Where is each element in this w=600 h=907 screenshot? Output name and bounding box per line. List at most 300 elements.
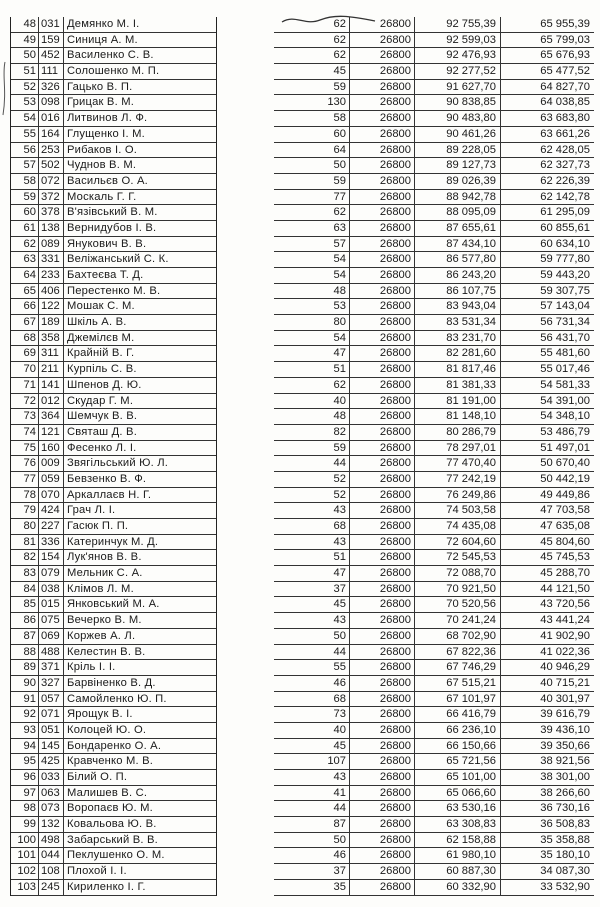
table-row [11, 299, 216, 315]
table-row [274, 503, 594, 519]
net-amount-cell: 61 295,09 [540, 206, 590, 219]
person-name: Келестин В. В. [67, 645, 146, 658]
table-row [274, 315, 594, 331]
row-code: 211 [39, 362, 64, 377]
count-cell: 54 [274, 252, 350, 267]
row-number: 92 [11, 707, 39, 722]
table-row [11, 127, 216, 143]
count-cell: 45 [274, 64, 350, 79]
row-number: 94 [11, 739, 39, 754]
total-amount-cell: 60 332,90 [415, 880, 501, 895]
table-row [274, 362, 594, 378]
row-number: 74 [11, 425, 39, 440]
table-row [274, 237, 594, 253]
row-code: 253 [39, 143, 64, 158]
total-amount-cell: 61 980,10 [415, 848, 501, 863]
table-row [11, 221, 216, 237]
base-amount-cell: 26800 [350, 817, 415, 832]
row-code: 012 [39, 394, 64, 409]
person-name: Демянко М. І. [67, 18, 140, 30]
table-row [274, 817, 594, 833]
base-amount-cell: 26800 [350, 519, 415, 534]
person-name: Шкіль А. В. [67, 316, 127, 329]
net-amount-cell: 45 288,70 [540, 567, 590, 580]
count-cell: 47 [274, 346, 350, 361]
table-row [11, 801, 216, 817]
table-row [274, 127, 594, 143]
total-amount-cell: 89 026,39 [415, 174, 501, 189]
total-amount-cell: 80 286,79 [415, 425, 501, 440]
count-cell: 37 [274, 864, 350, 879]
table-row [274, 174, 594, 190]
base-amount-cell: 26800 [350, 143, 415, 158]
total-amount-cell: 86 243,20 [415, 268, 501, 283]
total-amount-cell: 88 095,09 [415, 205, 501, 220]
row-number: 62 [11, 237, 39, 252]
count-cell: 59 [274, 80, 350, 95]
total-amount-cell: 63 308,83 [415, 817, 501, 832]
table-row [274, 441, 594, 457]
row-code: 070 [39, 488, 64, 503]
base-amount-cell: 26800 [350, 739, 415, 754]
count-cell: 58 [274, 111, 350, 126]
net-amount-cell: 49 449,86 [540, 488, 590, 501]
row-code: 033 [39, 770, 64, 785]
person-name: Васильєв О. А. [67, 174, 148, 187]
row-number: 98 [11, 801, 39, 816]
table-row [11, 111, 216, 127]
count-cell: 43 [274, 613, 350, 628]
count-cell: 59 [274, 174, 350, 189]
row-code: 364 [39, 409, 64, 424]
base-amount-cell: 26800 [350, 848, 415, 863]
person-name: Білий О. П. [67, 771, 128, 783]
base-amount-cell: 26800 [350, 362, 415, 377]
row-number: 72 [11, 394, 39, 409]
total-amount-cell: 76 249,86 [415, 488, 501, 503]
count-cell: 40 [274, 723, 350, 738]
table-row [274, 80, 594, 96]
person-name: Воропаєв Ю. М. [67, 802, 153, 815]
table-row [11, 190, 216, 206]
table-row [11, 566, 216, 582]
row-code: 164 [39, 127, 64, 142]
table-row [274, 848, 594, 864]
row-number: 82 [11, 550, 39, 565]
table-row [11, 143, 216, 159]
count-cell: 57 [274, 237, 350, 252]
base-amount-cell: 26800 [350, 660, 415, 675]
table-row [274, 550, 594, 566]
total-amount-cell: 67 101,97 [415, 692, 501, 707]
row-code: 227 [39, 519, 64, 534]
table-row [11, 503, 216, 519]
person-name: Коржев А. Л. [67, 629, 136, 642]
base-amount-cell: 26800 [350, 346, 415, 361]
table-row [11, 205, 216, 221]
net-amount-cell: 45 804,60 [540, 535, 590, 548]
row-code: 016 [39, 111, 64, 126]
base-amount-cell: 26800 [350, 80, 415, 95]
total-amount-cell: 70 520,56 [415, 597, 501, 612]
person-name: Ковальова Ю. В. [67, 818, 157, 831]
row-code: 072 [39, 174, 64, 189]
person-name: Солошенко М. П. [67, 65, 160, 78]
row-number: 69 [11, 346, 39, 361]
count-cell: 107 [274, 754, 350, 769]
person-name: Колоцей Ю. О. [67, 723, 147, 736]
row-code: 044 [39, 848, 64, 863]
row-code: 159 [39, 33, 64, 48]
row-number: 70 [11, 362, 39, 377]
table-row [274, 535, 594, 551]
base-amount-cell: 26800 [350, 629, 415, 644]
table-row [11, 488, 216, 504]
net-amount-cell: 59 307,75 [540, 284, 590, 297]
net-amount-cell: 35 180,10 [540, 849, 590, 862]
base-amount-cell: 26800 [350, 299, 415, 314]
table-row [11, 754, 216, 770]
net-amount-cell: 40 946,29 [540, 661, 590, 674]
total-amount-cell: 65 101,00 [415, 770, 501, 785]
table-row [274, 597, 594, 613]
base-amount-cell: 26800 [350, 127, 415, 142]
table-row [11, 48, 216, 64]
count-cell: 52 [274, 488, 350, 503]
table-row [274, 64, 594, 80]
net-amount-cell: 54 348,10 [540, 410, 590, 423]
total-amount-cell: 87 655,61 [415, 221, 501, 236]
row-code: 089 [39, 237, 64, 252]
count-cell: 50 [274, 833, 350, 848]
row-number: 76 [11, 456, 39, 471]
person-name: Катеринчук М. Д. [67, 535, 159, 548]
base-amount-cell: 26800 [350, 394, 415, 409]
count-cell: 130 [274, 95, 350, 110]
total-amount-cell: 91 627,70 [415, 80, 501, 95]
person-name: Скудар Г. М. [67, 394, 134, 407]
person-name: Кириленко І. Г. [67, 880, 146, 893]
person-name: Курпіль С. В. [67, 363, 137, 376]
total-amount-cell: 89 127,73 [415, 158, 501, 173]
row-code: 425 [39, 754, 64, 769]
row-code: 031 [39, 17, 64, 32]
total-amount-cell: 90 461,26 [415, 127, 501, 142]
row-code: 358 [39, 331, 64, 346]
table-row [274, 754, 594, 770]
net-amount-cell: 56 431,70 [540, 331, 590, 344]
row-number: 66 [11, 299, 39, 314]
total-amount-cell: 62 158,88 [415, 833, 501, 848]
row-number: 48 [11, 17, 39, 32]
table-row [11, 252, 216, 268]
base-amount-cell: 26800 [350, 582, 415, 597]
person-name: Шемчук В. В. [67, 410, 138, 423]
net-amount-cell: 51 497,01 [540, 441, 590, 454]
row-number: 78 [11, 488, 39, 503]
row-code: 069 [39, 629, 64, 644]
row-code: 424 [39, 503, 64, 518]
row-number: 55 [11, 127, 39, 142]
count-cell: 54 [274, 331, 350, 346]
row-number: 103 [11, 880, 39, 895]
total-amount-cell: 66 236,10 [415, 723, 501, 738]
row-code: 075 [39, 613, 64, 628]
row-number: 102 [11, 864, 39, 879]
row-number: 96 [11, 770, 39, 785]
net-amount-cell: 64 827,70 [540, 80, 590, 93]
base-amount-cell: 26800 [350, 786, 415, 801]
row-number: 65 [11, 284, 39, 299]
table-row [274, 33, 594, 49]
table-row [274, 409, 594, 425]
person-name: Забарський В. В. [67, 833, 158, 846]
row-code: 009 [39, 456, 64, 471]
row-number: 93 [11, 723, 39, 738]
count-cell: 80 [274, 315, 350, 330]
table-row [11, 613, 216, 629]
base-amount-cell: 26800 [350, 535, 415, 550]
table-row [274, 692, 594, 708]
row-number: 81 [11, 535, 39, 550]
row-code: 372 [39, 190, 64, 205]
net-amount-cell: 60 855,61 [540, 221, 590, 234]
total-amount-cell: 66 416,79 [415, 707, 501, 722]
base-amount-cell: 26800 [350, 205, 415, 220]
row-code: 122 [39, 299, 64, 314]
net-amount-cell: 39 350,66 [540, 739, 590, 752]
total-amount-cell: 92 277,52 [415, 64, 501, 79]
net-amount-cell: 57 143,04 [540, 300, 590, 313]
count-cell: 50 [274, 158, 350, 173]
total-amount-cell: 67 822,36 [415, 645, 501, 660]
row-number: 80 [11, 519, 39, 534]
table-row [274, 739, 594, 755]
net-amount-cell: 50 670,40 [540, 457, 590, 470]
table-row [274, 221, 594, 237]
net-amount-cell: 62 428,05 [540, 143, 590, 156]
row-number: 99 [11, 817, 39, 832]
net-amount-cell: 63 683,80 [540, 112, 590, 125]
total-amount-cell: 66 150,66 [415, 739, 501, 754]
net-amount-cell: 63 661,26 [540, 127, 590, 140]
net-amount-cell: 59 443,20 [540, 269, 590, 281]
person-name: Василенко С. В. [67, 49, 154, 62]
table-row [274, 676, 594, 692]
person-name: Янковський М. А. [67, 598, 160, 611]
base-amount-cell: 26800 [350, 456, 415, 471]
count-cell: 47 [274, 566, 350, 581]
net-amount-cell: 43 720,56 [540, 598, 590, 611]
row-number: 90 [11, 676, 39, 691]
table-row [274, 645, 594, 661]
count-cell: 77 [274, 190, 350, 205]
count-cell: 53 [274, 299, 350, 314]
total-amount-cell: 74 503,58 [415, 503, 501, 518]
count-cell: 62 [274, 48, 350, 63]
total-amount-cell: 65 066,60 [415, 786, 501, 801]
total-amount-cell: 81 817,46 [415, 362, 501, 377]
count-cell: 48 [274, 409, 350, 424]
table-row [274, 17, 594, 33]
row-code: 132 [39, 817, 64, 832]
table-row [274, 786, 594, 802]
base-amount-cell: 26800 [350, 613, 415, 628]
table-row [11, 597, 216, 613]
count-cell: 63 [274, 221, 350, 236]
net-amount-cell: 38 266,60 [540, 786, 590, 799]
row-number: 101 [11, 848, 39, 863]
table-row [11, 535, 216, 551]
table-row [11, 331, 216, 347]
table-row [11, 707, 216, 723]
row-code: 160 [39, 441, 64, 456]
net-amount-cell: 55 017,46 [540, 363, 590, 376]
total-amount-cell: 83 943,04 [415, 299, 501, 314]
count-cell: 43 [274, 770, 350, 785]
table-row [274, 488, 594, 504]
net-amount-cell: 39 616,79 [540, 708, 590, 721]
base-amount-cell: 26800 [350, 95, 415, 110]
table-row [11, 786, 216, 802]
count-cell: 62 [274, 17, 350, 32]
person-name: Кріль І. І. [67, 661, 116, 674]
row-number: 75 [11, 441, 39, 456]
table-row [274, 629, 594, 645]
base-amount-cell: 26800 [350, 864, 415, 879]
base-amount-cell: 26800 [350, 378, 415, 393]
total-amount-cell: 67 746,29 [415, 660, 501, 675]
net-amount-cell: 33 532,90 [540, 880, 590, 893]
total-amount-cell: 72 088,70 [415, 566, 501, 581]
table-row [274, 472, 594, 488]
row-number: 84 [11, 582, 39, 597]
base-amount-cell: 26800 [350, 645, 415, 660]
person-name: Глущенко І. М. [67, 127, 145, 140]
base-amount-cell: 26800 [350, 503, 415, 518]
row-code: 245 [39, 880, 64, 895]
base-amount-cell: 26800 [350, 488, 415, 503]
row-code: 121 [39, 425, 64, 440]
amounts-table [274, 17, 594, 896]
total-amount-cell: 89 228,05 [415, 143, 501, 158]
person-name: Плохой І. І. [67, 865, 127, 878]
count-cell: 68 [274, 519, 350, 534]
net-amount-cell: 64 038,85 [540, 96, 590, 109]
person-name: Синиця А. М. [67, 33, 138, 46]
row-number: 58 [11, 174, 39, 189]
total-amount-cell: 60 887,30 [415, 864, 501, 879]
person-name: Барвіненко В. Д. [67, 676, 156, 689]
net-amount-cell: 54 581,33 [540, 378, 590, 391]
net-amount-cell: 35 358,88 [540, 833, 590, 846]
table-row [11, 174, 216, 190]
total-amount-cell: 83 231,70 [415, 331, 501, 346]
base-amount-cell: 26800 [350, 566, 415, 581]
names-table [10, 17, 217, 896]
net-amount-cell: 45 745,53 [540, 551, 590, 564]
row-code: 138 [39, 221, 64, 236]
count-cell: 55 [274, 660, 350, 675]
row-number: 53 [11, 95, 39, 110]
base-amount-cell: 26800 [350, 770, 415, 785]
table-row [274, 864, 594, 880]
net-amount-cell: 40 301,97 [540, 692, 590, 705]
count-cell: 43 [274, 535, 350, 550]
row-code: 145 [39, 739, 64, 754]
net-amount-cell: 56 731,34 [540, 316, 590, 329]
table-row [274, 190, 594, 206]
count-cell: 62 [274, 33, 350, 48]
table-row [11, 550, 216, 566]
row-number: 61 [11, 221, 39, 236]
row-code: 326 [39, 80, 64, 95]
person-name: Кравченко М. В. [67, 755, 154, 768]
net-amount-cell: 60 634,10 [540, 237, 590, 250]
count-cell: 44 [274, 645, 350, 660]
base-amount-cell: 26800 [350, 801, 415, 816]
count-cell: 46 [274, 848, 350, 863]
person-name: Шпенов Д. Ю. [67, 378, 142, 391]
total-amount-cell: 70 241,24 [415, 613, 501, 628]
row-number: 73 [11, 409, 39, 424]
row-code: 331 [39, 252, 64, 267]
person-name: Малишев В. С. [67, 786, 148, 799]
person-name: Бахтеєва Т. Д. [67, 269, 144, 281]
count-cell: 73 [274, 707, 350, 722]
net-amount-cell: 38 301,00 [540, 771, 590, 783]
table-row [11, 33, 216, 49]
base-amount-cell: 26800 [350, 17, 415, 32]
total-amount-cell: 82 281,60 [415, 346, 501, 361]
base-amount-cell: 26800 [350, 880, 415, 895]
total-amount-cell: 67 515,21 [415, 676, 501, 691]
table-row [11, 362, 216, 378]
person-name: Мошак С. М. [67, 300, 135, 313]
table-row [11, 315, 216, 331]
table-row [274, 707, 594, 723]
total-amount-cell: 92 599,03 [415, 33, 501, 48]
table-row [11, 692, 216, 708]
person-name: Гацько В. П. [67, 80, 133, 93]
count-cell: 37 [274, 582, 350, 597]
base-amount-cell: 26800 [350, 550, 415, 565]
table-row [11, 409, 216, 425]
table-row [274, 770, 594, 786]
table-row [274, 95, 594, 111]
count-cell: 35 [274, 880, 350, 895]
table-row [11, 237, 216, 253]
row-code: 488 [39, 645, 64, 660]
row-code: 098 [39, 95, 64, 110]
count-cell: 51 [274, 550, 350, 565]
table-row [274, 456, 594, 472]
base-amount-cell: 26800 [350, 158, 415, 173]
total-amount-cell: 63 530,16 [415, 801, 501, 816]
table-row [11, 80, 216, 96]
table-row [274, 205, 594, 221]
row-code: 406 [39, 284, 64, 299]
row-code: 141 [39, 378, 64, 393]
table-row [11, 880, 216, 896]
base-amount-cell: 26800 [350, 833, 415, 848]
table-row [274, 613, 594, 629]
count-cell: 68 [274, 692, 350, 707]
total-amount-cell: 86 107,75 [415, 284, 501, 299]
base-amount-cell: 26800 [350, 48, 415, 63]
table-row [11, 394, 216, 410]
total-amount-cell: 88 942,78 [415, 190, 501, 205]
